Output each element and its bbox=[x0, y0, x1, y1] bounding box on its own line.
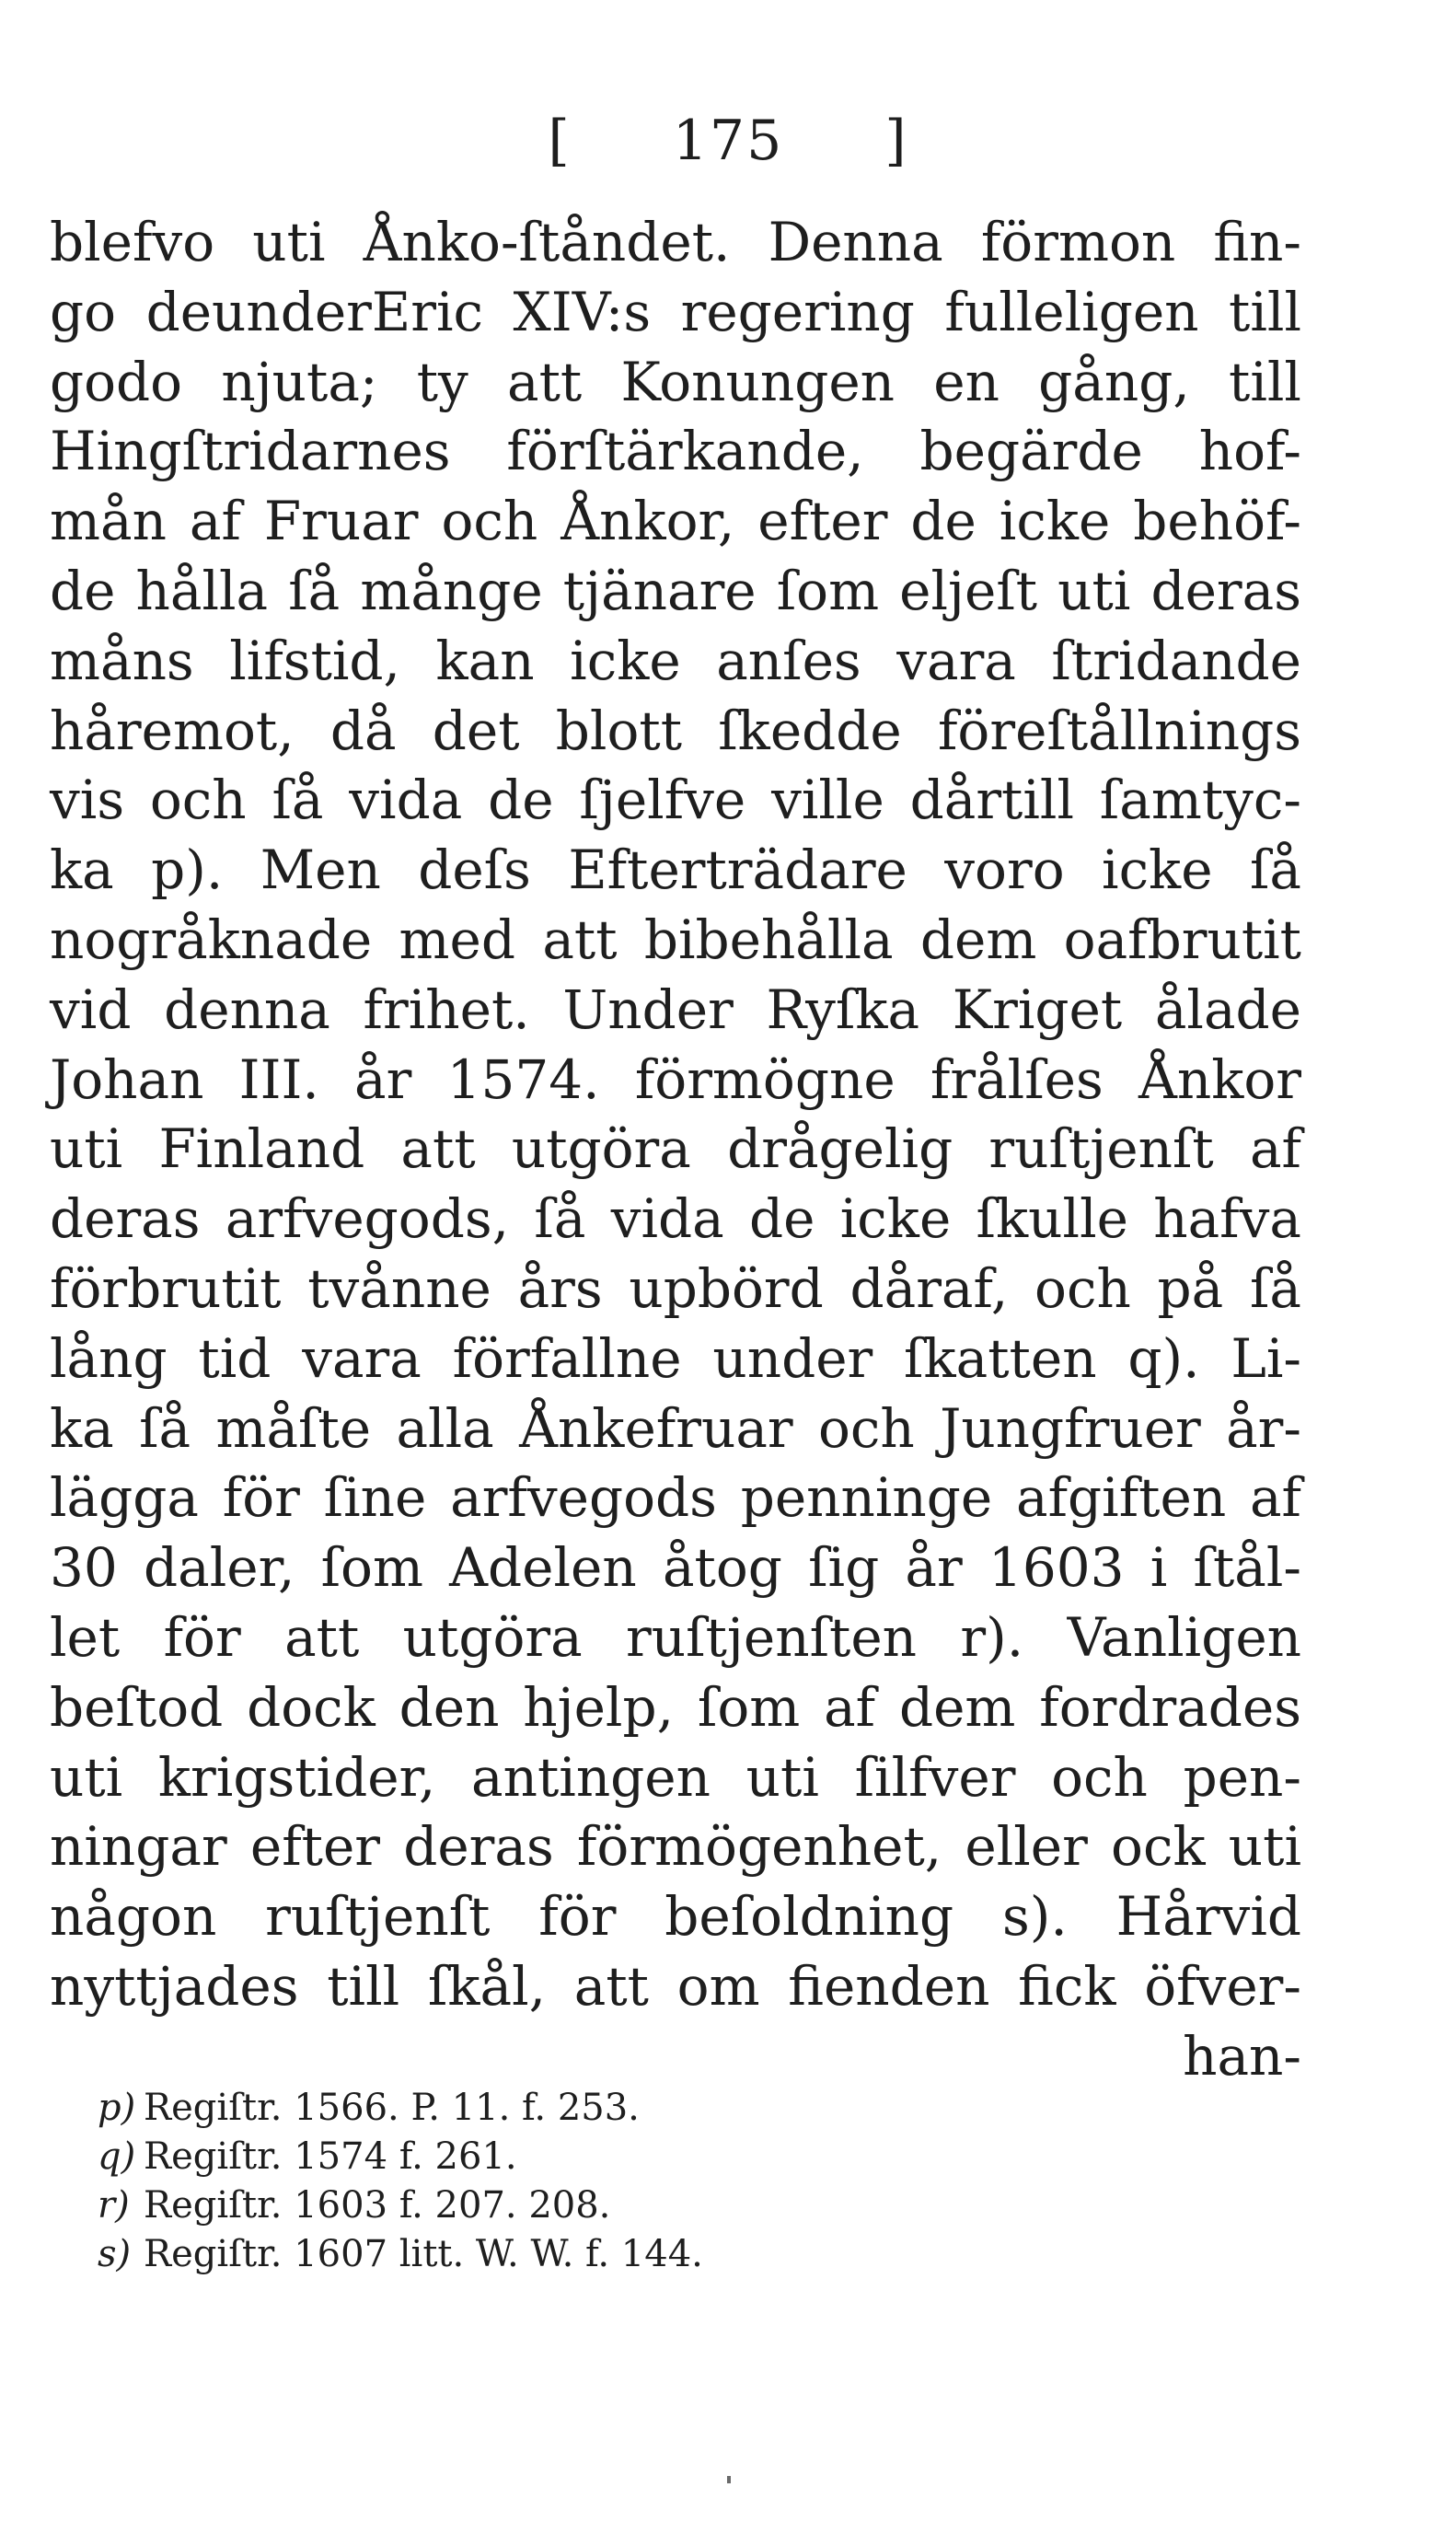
footnotes bbox=[98, 2084, 1110, 2279]
text-line: beſtod dock den hjelp, ſom af dem fordrades bbox=[50, 1675, 1301, 1739]
footnote-text: Regiſtr. 1603 f. 207. 208. bbox=[144, 2184, 611, 2227]
text-line: nogråknade med att bibehålla dem oafbrutit bbox=[50, 908, 1301, 971]
text-line: ka p). Men deſs Efterträdare voro icke ſå bbox=[50, 839, 1301, 902]
text-line: nyttjades till ſkål, att om fienden fick öfver- bbox=[50, 1954, 1301, 2018]
text-line: go deunderEric XIV:s regering fulleligen till bbox=[50, 280, 1301, 343]
footnote-text: Regiſtr. 1574 f. 261. bbox=[144, 2135, 517, 2178]
text-line: vid denna frihet. Under Ryſka Kriget ålade bbox=[50, 978, 1301, 1041]
text-line: Hingſtridarnes förſtärkande, begärde hof- bbox=[50, 420, 1301, 483]
text-line: uti krigstider, antingen uti ſilfver och pen- bbox=[50, 1745, 1301, 1809]
footnote-mark: p) bbox=[98, 2087, 136, 2129]
footnote-mark: q) bbox=[98, 2135, 136, 2178]
text-line: ka ſå måſte alla Ånkefruar och Jungfruer år- bbox=[50, 1396, 1301, 1460]
header-left-bracket: [ bbox=[548, 109, 572, 173]
text-line: vis och ſå vida de ſjelfve ville dårtill ſamtyc- bbox=[50, 769, 1301, 832]
text-line: godo njuta; ty att Konungen en gång, till bbox=[50, 350, 1301, 413]
footnote-mark: r) bbox=[98, 2184, 130, 2227]
text-line: håremot, då det blott ſkedde föreſtållnings bbox=[50, 699, 1301, 762]
footnote-text: Regiſtr. 1607 litt. W. W. f. 144. bbox=[144, 2233, 703, 2275]
page-header bbox=[0, 109, 1456, 173]
text-line: uti Finland att utgöra drågelig ruſtjenſt af bbox=[50, 1117, 1301, 1181]
footnote-r bbox=[98, 2181, 1110, 2230]
text-line: förbrutit tvånne års upbörd dåraf, och på ſå bbox=[50, 1256, 1301, 1320]
text-line: blefvo uti Ånko-ſtåndet. Denna förmon fin- bbox=[50, 211, 1301, 273]
text-line: 30 daler, ſom Adelen åtog ſig år 1603 i ſtål- bbox=[50, 1536, 1301, 1600]
page-number: 175 bbox=[672, 109, 784, 173]
footnote-text: Regiſtr. 1566. P. 11. f. 253. bbox=[144, 2087, 640, 2129]
text-line: mån af Fruar och Ånkor, efter de icke behöf- bbox=[50, 490, 1301, 553]
text-line: lång tid vara förfallne under ſkatten q). Li- bbox=[50, 1326, 1301, 1390]
text-line: någon ruſtjenſt för beſoldning s). Hårvid bbox=[50, 1885, 1301, 1949]
ink-speck bbox=[727, 2476, 731, 2483]
text-line: de hålla ſå månge tjänare ſom eljeſt uti deras bbox=[50, 559, 1301, 622]
text-line: måns lifstid, kan icke anſes vara ſtridande bbox=[50, 629, 1301, 692]
text-line: Johan III. år 1574. förmögne frålſes Ånkor bbox=[50, 1047, 1301, 1111]
text-line: lägga för ſine arfvegods penninge afgiften af bbox=[50, 1466, 1301, 1530]
footnote-p bbox=[98, 2084, 1110, 2133]
text-line: deras arfvegods, ſå vida de icke ſkulle hafva bbox=[50, 1187, 1301, 1251]
header-right-bracket: ] bbox=[884, 109, 908, 173]
footnote-s bbox=[98, 2230, 1110, 2279]
footnote-mark: s) bbox=[98, 2233, 132, 2275]
footnote-q bbox=[98, 2133, 1110, 2181]
text-line: let för att utgöra ruſtjenſten r). Vanligen bbox=[50, 1605, 1301, 1669]
body-text bbox=[50, 208, 1301, 2092]
text-line: ningar efter deras förmögenhet, eller ock uti bbox=[50, 1815, 1301, 1879]
catchword: han- bbox=[1183, 2024, 1301, 2088]
